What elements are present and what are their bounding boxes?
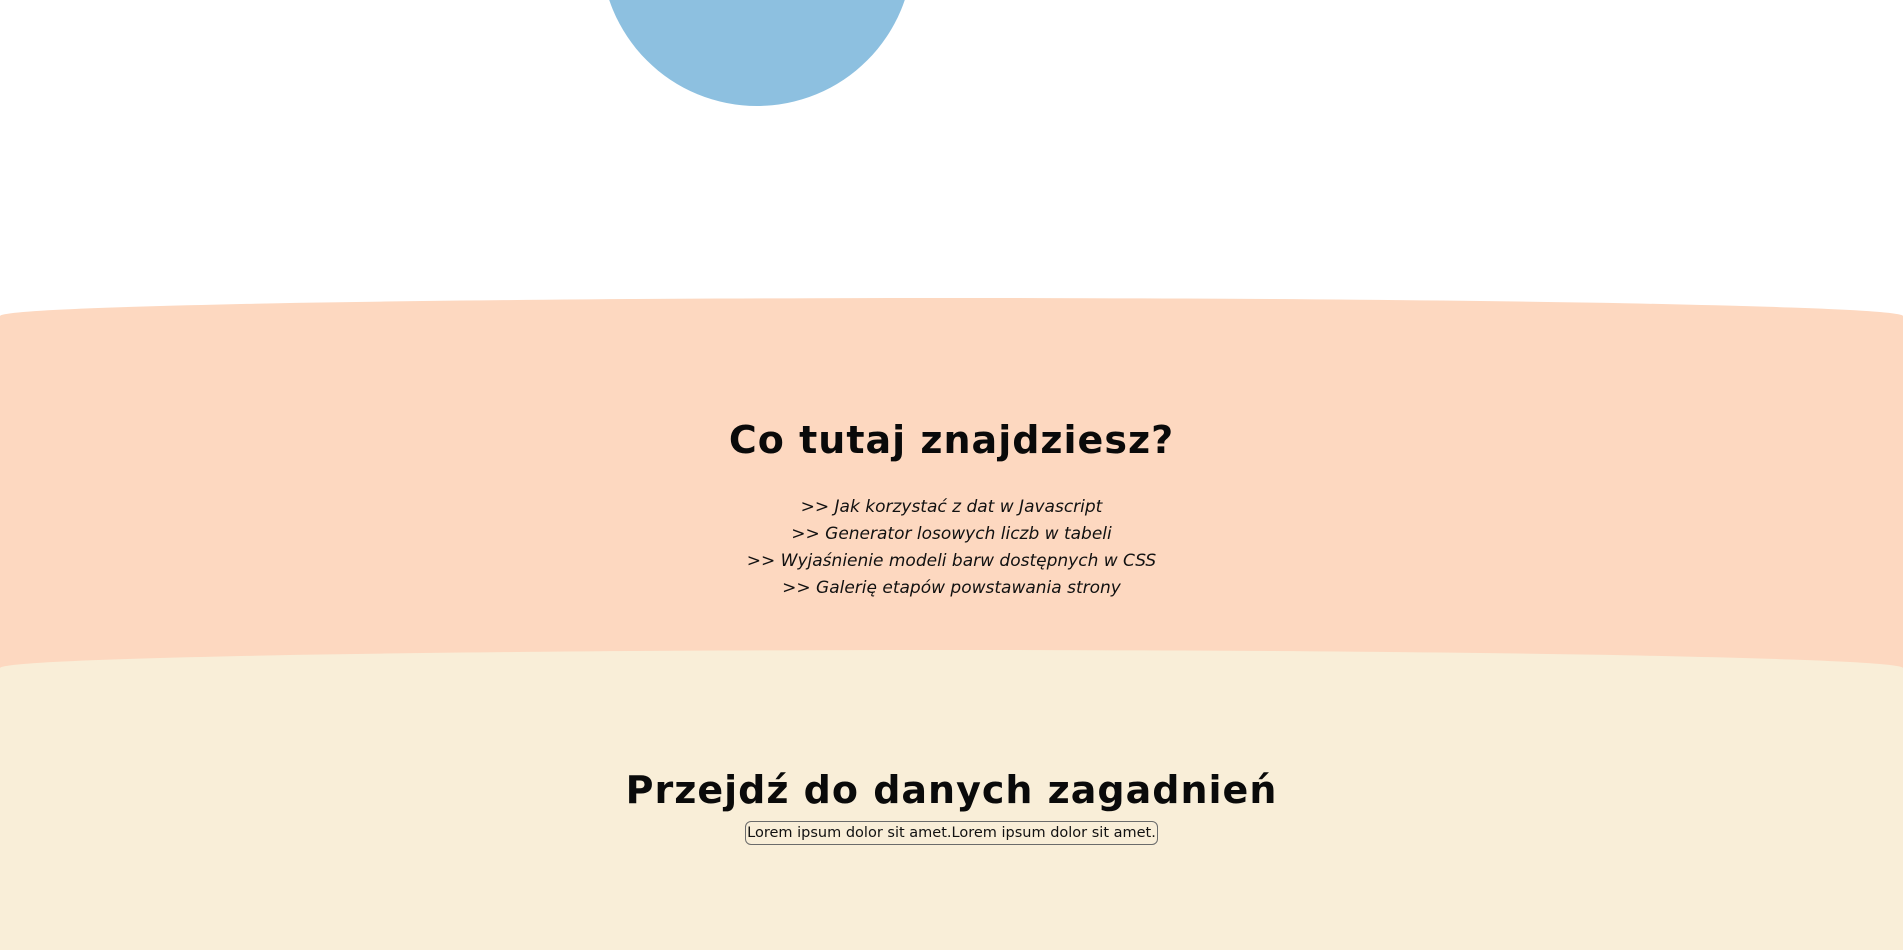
feature-item: >> Jak korzystać z dat w Javascript bbox=[800, 497, 1103, 517]
features-title: Co tutaj znajdziesz? bbox=[728, 418, 1175, 462]
topics-section bbox=[0, 650, 1903, 950]
topics-title: Przejdź do danych zagadnień bbox=[625, 768, 1278, 812]
topics-description-wrap bbox=[0, 821, 1903, 845]
topics-description: Lorem ipsum dolor sit amet.Lorem ipsum dolor sit amet. bbox=[745, 821, 1158, 845]
feature-list bbox=[0, 494, 1903, 602]
decorative-circle bbox=[601, 0, 913, 106]
feature-item: >> Generator losowych liczb w tabeli bbox=[791, 524, 1112, 544]
feature-item: >> Galerię etapów powstawania strony bbox=[782, 578, 1121, 598]
feature-item: >> Wyjaśnienie modeli barw dostępnych w CSS bbox=[746, 551, 1157, 571]
hero-section bbox=[0, 0, 1903, 300]
